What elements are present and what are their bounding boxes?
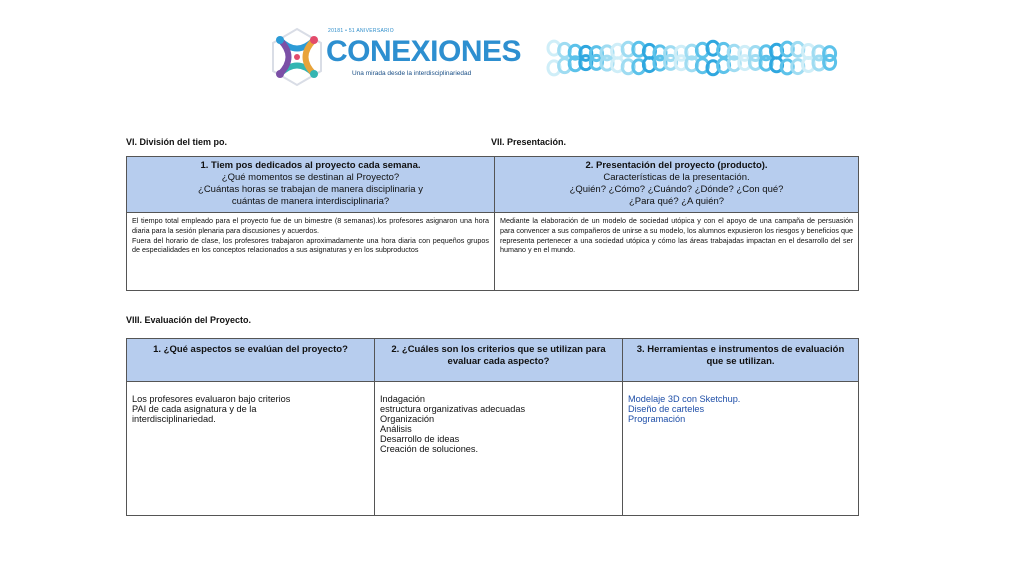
presentation-header-title: 2. Presentación del proyecto (producto). bbox=[585, 160, 768, 171]
conexiones-emblem-icon bbox=[268, 26, 326, 88]
criteria-item: estructura organizativas adecuadas bbox=[380, 404, 526, 414]
logo-tagline: Una mirada desde la interdisciplinariedad bbox=[352, 70, 472, 77]
tools-header-cell: 3. Herramientas e instrumentos de evaluación que se utilizan. bbox=[623, 339, 859, 382]
time-header-line: ¿Cuántas horas se trabajan de manera disciplinaria y bbox=[198, 184, 423, 195]
criteria-item: Análisis bbox=[380, 424, 412, 434]
aspects-line: Los profesores evaluaron bajo criterios bbox=[132, 394, 291, 404]
decorative-chain-banner bbox=[546, 30, 840, 86]
aspects-line: interdisciplinariedad. bbox=[132, 414, 216, 424]
time-body-cell: El tiempo total empleado para el proyecto fue de un bimestre (8 semanas).los profesores asignaron una hora diaria para la sesión plenaria para discusiones y acuerdos. Fuera del horario de clase, los profesores trabajaron aproximadamente una hora diaria con pequeños grupos de especialidades en los conceptos relacionados a sus asignaturas y en los subproductos bbox=[127, 213, 495, 291]
presentation-header-cell bbox=[495, 157, 859, 213]
criteria-item: Organización bbox=[380, 414, 435, 424]
section-vii-heading: VII. Presentación. bbox=[491, 137, 567, 147]
aspects-header-cell: 1. ¿Qué aspectos se evalúan del proyecto? bbox=[127, 339, 375, 382]
presentation-header-line: ¿Para qué? ¿A quién? bbox=[628, 196, 725, 207]
aspects-line: PAI de cada asignatura y de la bbox=[132, 404, 257, 414]
aspects-body-cell bbox=[127, 382, 375, 516]
tool-item: Modelaje 3D con Sketchup. bbox=[628, 394, 741, 404]
time-header-cell bbox=[127, 157, 495, 213]
tool-item: Diseño de carteles bbox=[628, 404, 705, 414]
criteria-item: Desarrollo de ideas bbox=[380, 434, 460, 444]
presentation-header-line: ¿Quién? ¿Cómo? ¿Cuándo? ¿Dónde? ¿Con qué? bbox=[569, 184, 784, 195]
section-vi-heading: VI. División del tiem po. bbox=[126, 137, 228, 147]
criteria-item: Indagación bbox=[380, 394, 425, 404]
time-presentation-table bbox=[126, 156, 859, 291]
time-header-title: 1. Tiem pos dedicados al proyecto cada semana. bbox=[200, 160, 421, 171]
presentation-body-cell: Mediante la elaboración de un modelo de sociedad utópica y con el apoyo de una campaña de persuasión para convencer a sus compañeros de unirse a su modelo, los alumnos expusieron los riesgos y beneficios que representa pertenecer a una sociedad utópica y cómo las áreas trabajadas impactan en el desarrollo del ser humano y en el mundo. bbox=[495, 213, 859, 291]
criteria-header-cell: 2. ¿Cuáles son los criterios que se utilizan para evaluar cada aspecto? bbox=[375, 339, 623, 382]
time-header-line: cuántas de manera interdisciplinaria? bbox=[231, 196, 390, 207]
tool-item: Programación bbox=[628, 414, 686, 424]
criteria-body-cell bbox=[375, 382, 623, 516]
criteria-item: Creación de soluciones. bbox=[380, 444, 479, 454]
tools-body-cell bbox=[623, 382, 859, 516]
evaluation-table bbox=[126, 338, 859, 516]
logo-anniversary-text: 20181 • 51 ANIVERSARIO bbox=[328, 28, 394, 34]
presentation-header-line: Características de la presentación. bbox=[603, 172, 750, 183]
section-viii-heading: VIII. Evaluación del Proyecto. bbox=[126, 315, 252, 325]
logo-brand-text: CONEXIONES bbox=[326, 35, 522, 68]
conexiones-logo bbox=[268, 26, 522, 90]
time-header-line: ¿Qué momentos se destinan al Proyecto? bbox=[221, 172, 400, 183]
